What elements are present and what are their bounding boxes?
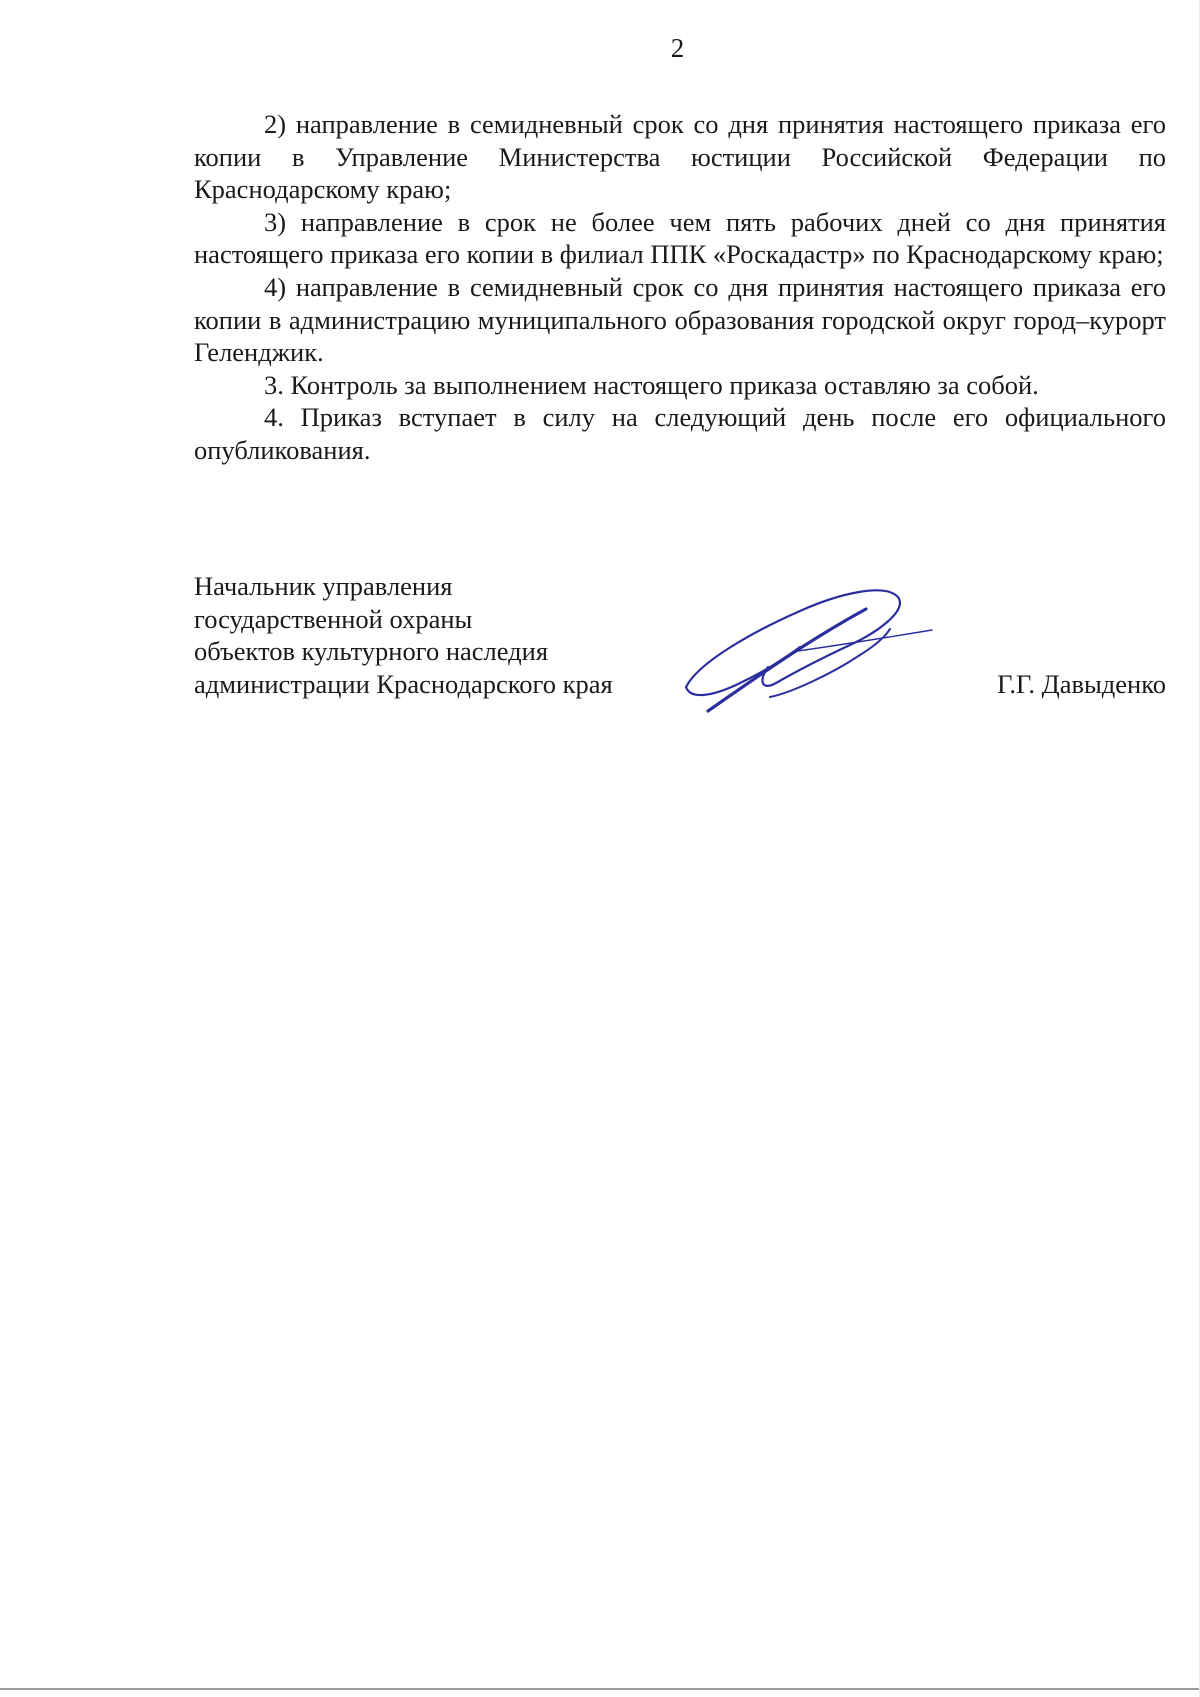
- signature-stroke-main: [708, 609, 866, 711]
- signature-stroke-loop: [686, 590, 900, 687]
- signer-position-line-4: администрации Краснодарского края: [194, 668, 613, 699]
- paragraph-control-clause: 3. Контроль за выполнением настоящего приказа оставляю за собой.: [264, 369, 1039, 400]
- page-number: 2: [670, 33, 685, 63]
- paragraph-item-3: 3) направление в срок не более чем пять рабочих дней со дня принятия настоящего приказа его копии в филиал ППК «Роскадастр» по Краснодарскому краю;: [194, 206, 1166, 270]
- paragraph-effective-date-clause: 4. Приказ вступает в силу на следующий день после его официального опубликования.: [194, 402, 1166, 465]
- handwritten-signature: [680, 585, 950, 730]
- document-body: [194, 108, 1166, 467]
- signer-name: Г.Г. Давыденко: [997, 668, 1166, 699]
- paragraph-item-2: 2) направление в семидневный срок со дня принятия настоящего приказа его копии в Управление Министерства юстиции Российской Федерации по Краснодарскому краю;: [194, 109, 1166, 205]
- signer-position-line-3: объектов культурного наследия: [194, 636, 549, 667]
- signer-position-line-1: Начальник управления: [194, 571, 453, 601]
- bottom-rule: [0, 1688, 1200, 1690]
- paragraph-item-4: 4) направление в семидневный срок со дня принятия настоящего приказа его копии в администрацию муниципального образования городской округ город–курорт Геленджик.: [194, 271, 1166, 368]
- signature-stroke-flourish: [798, 630, 932, 651]
- signer-position-line-2: государственной охраны: [194, 603, 473, 634]
